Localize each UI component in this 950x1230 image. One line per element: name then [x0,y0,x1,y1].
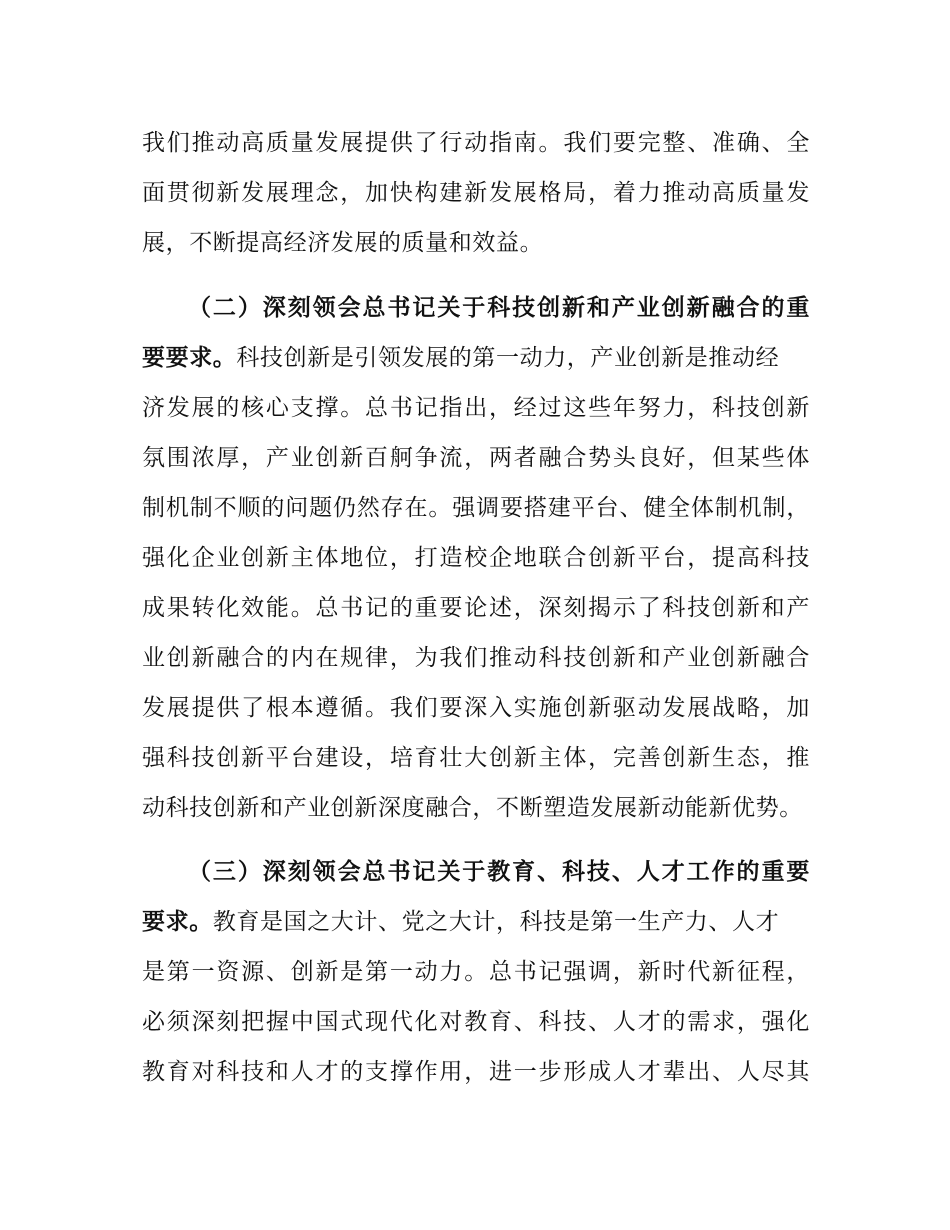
paragraph-line: 动科技创新和产业创新深度融合，不断塑造发展新动能新优势。 [142,795,803,821]
section-heading-end: 要要求。 [142,345,237,371]
paragraph-line: 强化企业创新主体地位，打造校企地联合创新平台，提高科技 [142,545,810,571]
paragraph-line: 发展提供了根本遵循。我们要深入实施创新驱动发展战略，加 [142,695,810,721]
paragraph-line: 业创新融合的内在规律，为我们推动科技创新和产业创新融合 [142,645,810,671]
paragraph-line: 强科技创新平台建设，培育壮大创新主体，完善创新生态，推 [142,745,810,771]
paragraph-text: 教育是国之大计、党之大计，科技是第一生产力、人才 [212,909,780,935]
paragraph-line: 面贯彻新发展理念，加快构建新发展格局，着力推动高质量发 [142,180,810,206]
paragraph-line: 氛围浓厚，产业创新百舸争流，两者融合势头良好，但某些体 [142,445,810,471]
paragraph-line [142,343,842,373]
paragraph-line: 必须深刻把握中国式现代化对教育、科技、人才的需求，强化 [142,1009,810,1035]
paragraph-line: 展，不断提高经济发展的质量和效益。 [142,230,544,256]
paragraph-line: 济发展的核心支撑。总书记指出，经过这些年努力，科技创新 [142,395,810,421]
paragraph-text: 科技创新是引领发展的第一动力，产业创新是推动经 [236,345,780,371]
section-heading-end: 要求。 [142,909,213,935]
paragraph-line: 我们推动高质量发展提供了行动指南。我们要完整、准确、全 [142,130,810,156]
section-heading: （三）深刻领会总书记关于教育、科技、人才工作的重要 [188,859,810,885]
paragraph-line [142,907,842,937]
section-heading: （二）深刻领会总书记关于科技创新和产业创新融合的重 [188,295,810,321]
paragraph-line: 成果转化效能。总书记的重要论述，深刻揭示了科技创新和产 [142,595,810,621]
paragraph-line: 是第一资源、创新是第一动力。总书记强调，新时代新征程， [142,959,810,985]
paragraph-line: 教育对科技和人才的支撑作用，进一步形成人才辈出、人尽其 [142,1059,810,1085]
paragraph-line: 制机制不顺的问题仍然存在。强调要搭建平台、健全体制机制， [142,495,810,521]
